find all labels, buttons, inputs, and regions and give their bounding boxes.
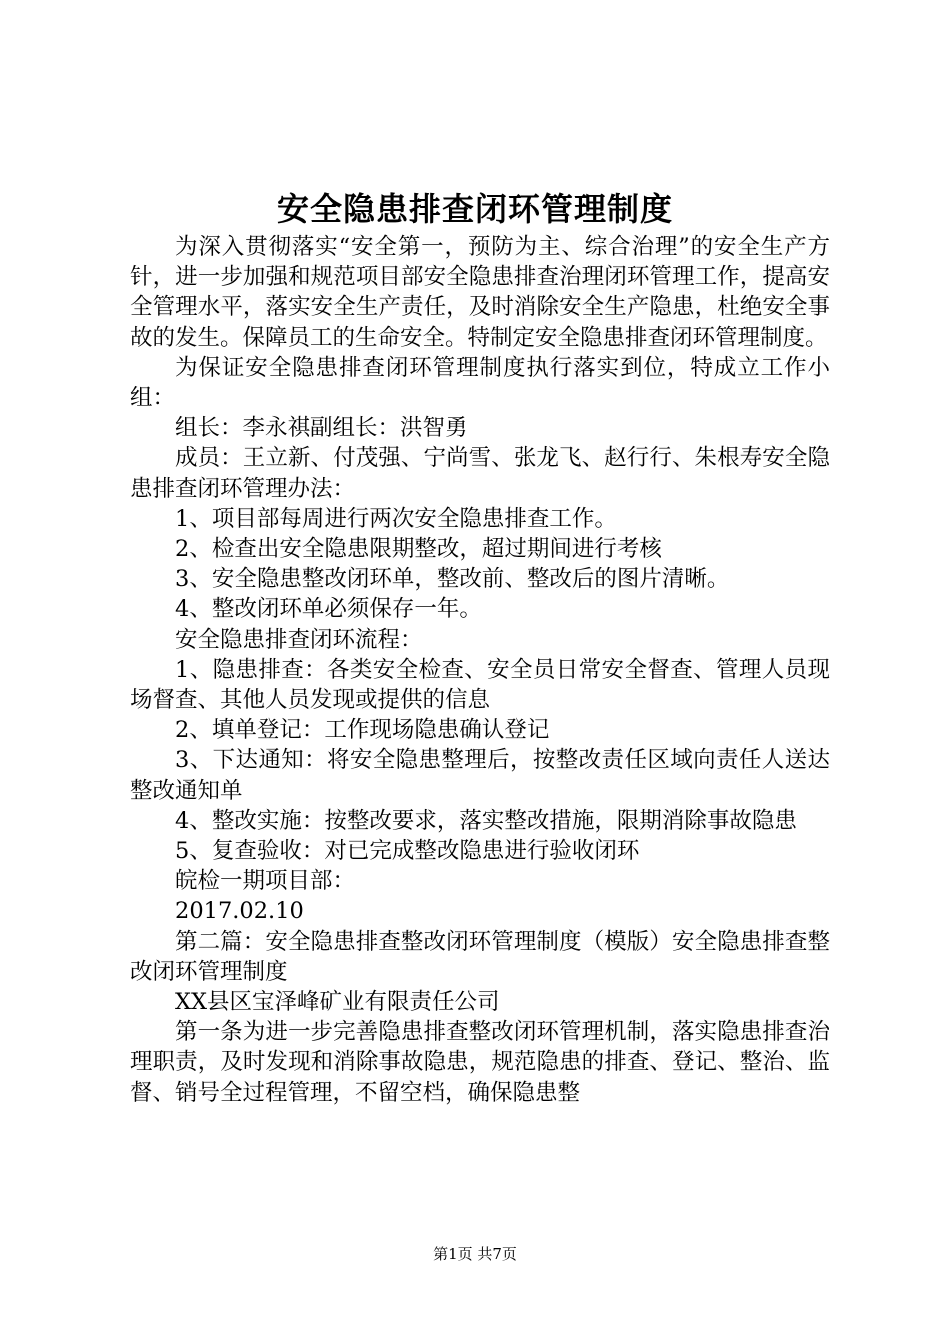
document-body bbox=[130, 232, 830, 1108]
paragraph-article-1: 第一条为进一步完善隐患排查整改闭环管理机制，落实隐患排查治理职责，及时发现和消除事故隐患，规范隐患的排查、登记、整治、监督、销号全过程管理，不留空档，确保隐患整 bbox=[130, 1019, 830, 1106]
list-item-process-3: 3、下达通知：将安全隐患整理后，按整改责任区域向责任人送达整改通知单 bbox=[130, 747, 830, 804]
page-number: 第1页 共7页 bbox=[433, 1245, 517, 1263]
paragraph-second-article: 第二篇：安全隐患排查整改闭环管理制度（模版）安全隐患排查整改闭环管理制度 bbox=[130, 928, 830, 985]
paragraph-members: 成员：王立新、付茂强、宁尚雪、张龙飞、赵行行、朱根寿安全隐患排查闭环管理办法： bbox=[130, 445, 830, 502]
list-item-method-2: 2、检查出安全隐患限期整改，超过期间进行考核 bbox=[175, 536, 662, 563]
paragraph-working-group: 为保证安全隐患排查闭环管理制度执行落实到位，特成立工作小组： bbox=[130, 354, 830, 412]
paragraph-process-heading: 安全隐患排查闭环流程： bbox=[175, 626, 423, 653]
list-item-method-4: 4、整改闭环单必须保存一年。 bbox=[175, 596, 482, 623]
list-item-process-1: 1、隐患排查：各类安全检查、安全员日常安全督查、管理人员现场督查、其他人员发现或提供的信息 bbox=[130, 656, 830, 714]
paragraph-leaders: 组长：李永祺副组长：洪智勇 bbox=[175, 415, 468, 442]
paragraph-intro: 为深入贯彻落实“安全第一，预防为主、综合治理”的安全生产方针，进一步加强和规范项目部安全隐患排查治理闭环管理工作，提高安全管理水平，落实安全生产责任，及时消除安全生产隐患，杜绝安全事故的发生。保障员工的生命安全。特制定安全隐患排查闭环管理制度。 bbox=[130, 234, 830, 351]
paragraph-department: 皖检一期项目部： bbox=[175, 868, 356, 895]
list-item-method-1: 1、项目部每周进行两次安全隐患排查工作。 bbox=[175, 505, 617, 532]
paragraph-date: 2017.02.10 bbox=[175, 898, 304, 925]
document-title: 安全隐患排查闭环管理制度 bbox=[276, 190, 673, 228]
list-item-method-3: 3、安全隐患整改闭环单，整改前、整改后的图片清晰。 bbox=[175, 566, 730, 593]
list-item-process-5: 5、复查验收：对已完成整改隐患进行验收闭环 bbox=[175, 838, 640, 865]
list-item-process-4: 4、整改实施：按整改要求，落实整改措施，限期消除事故隐患 bbox=[175, 807, 797, 834]
paragraph-company: XX县区宝泽峰矿业有限责任公司 bbox=[175, 989, 500, 1016]
list-item-process-2: 2、填单登记：工作现场隐患确认登记 bbox=[175, 717, 550, 744]
